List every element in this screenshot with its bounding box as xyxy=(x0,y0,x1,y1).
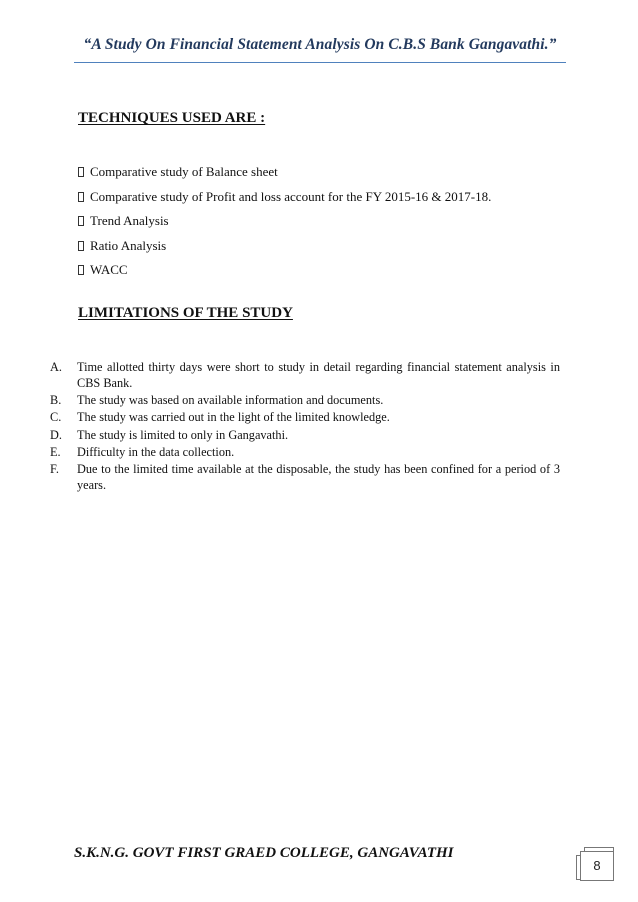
limitations-list xyxy=(50,359,560,494)
header-divider xyxy=(74,62,566,63)
limitation-text: Time allotted thirty days were short to study in detail regarding financial statement analysis in CBS Bank. xyxy=(77,360,560,390)
technique-item-text: Ratio Analysis xyxy=(90,237,167,253)
technique-item-text: Comparative study of Profit and loss account for the FY 2015-16 & 2017-18. xyxy=(90,188,492,204)
limitation-marker: F. xyxy=(50,461,59,476)
limitation-text: Difficulty in the data collection. xyxy=(77,444,235,459)
technique-item xyxy=(78,185,491,210)
limitation-item xyxy=(50,392,560,408)
limitation-marker: D. xyxy=(50,427,62,442)
limitation-text: The study is limited to only in Gangavathi. xyxy=(77,427,289,442)
technique-item xyxy=(78,160,491,185)
limitations-heading: LIMITATIONS OF THE STUDY xyxy=(78,305,293,321)
limitation-marker: B. xyxy=(50,393,62,408)
bullet-icon xyxy=(78,265,84,275)
techniques-list xyxy=(78,160,491,283)
technique-item xyxy=(78,258,491,283)
technique-item-text: WACC xyxy=(90,262,128,278)
footer-college-name: S.K.N.G. GOVT FIRST GRAED COLLEGE, GANGAVATHI xyxy=(74,845,454,861)
page-number-box xyxy=(580,851,614,881)
bullet-icon xyxy=(78,241,84,251)
limitation-marker: C. xyxy=(50,410,62,425)
limitation-marker: E. xyxy=(50,444,61,459)
bullet-icon xyxy=(78,216,84,226)
bullet-icon xyxy=(78,192,84,202)
limitation-item xyxy=(50,359,560,391)
technique-item-text: Trend Analysis xyxy=(90,213,169,229)
limitation-text: Due to the limited time available at the disposable, the study has been confined for a period of 3 years. xyxy=(77,461,560,492)
technique-item-text: Comparative study of Balance sheet xyxy=(90,164,278,180)
technique-item xyxy=(78,234,491,259)
bullet-icon xyxy=(78,167,84,177)
limitation-item xyxy=(50,409,560,425)
technique-item xyxy=(78,209,491,234)
limitation-text: The study was carried out in the light of the limited knowledge. xyxy=(77,410,390,425)
limitation-item xyxy=(50,444,560,460)
limitation-item xyxy=(50,461,560,493)
page-number: 8 xyxy=(593,858,601,873)
limitation-marker: A. xyxy=(50,360,62,374)
running-header-title: “A Study On Financial Statement Analysis On C.B.S Bank Gangavathi.” xyxy=(83,36,557,53)
techniques-heading: TECHNIQUES USED ARE : xyxy=(78,110,266,126)
limitation-text: The study was based on available information and documents. xyxy=(77,393,384,408)
limitation-item xyxy=(50,427,560,443)
